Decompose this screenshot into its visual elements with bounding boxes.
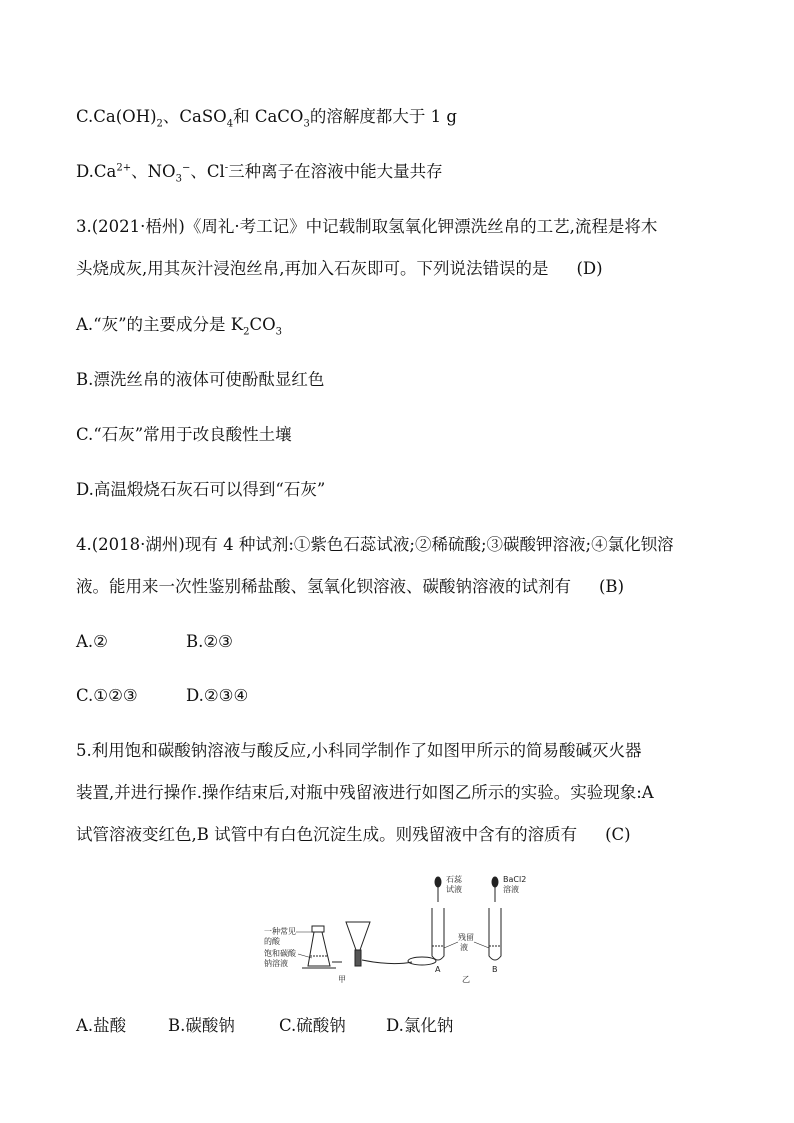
- label-acid-1: 一种常见: [264, 927, 296, 936]
- question-3-answer: (D): [576, 259, 603, 278]
- dropper-bulb-a: [435, 877, 441, 887]
- label-residue-2: 液: [460, 943, 468, 952]
- test-tube-b: [489, 908, 501, 960]
- question-3-option-b: B.漂洗丝帛的液体可使酚酞显红色: [76, 370, 325, 389]
- apparatus-jia: [302, 922, 436, 968]
- question-5-line-1: 5.利用饱和碳酸钠溶液与酸反应,小科同学制作了如图甲所示的简易酸碱灭火器: [76, 741, 642, 760]
- option-2c: $C.Ca(OH)_2$、CaSO$_4$和 CaCO$_3$的溶解度都大于 1 g: [76, 107, 457, 130]
- label-bacl2-1: BaCl2: [503, 875, 527, 884]
- option-2d: $D.Ca^{2+}$、$NO_3^-$、Cl-三种离子在溶液中能大量共存: [76, 162, 443, 185]
- question-4-line-2: 液。能用来一次性鉴别稀盐酸、氢氧化钡溶液、碳酸钠溶液的试剂有 (B): [76, 577, 624, 596]
- question-3-line-2: 头烧成灰,用其灰汁浸泡丝帛,再加入石灰即可。下列说法错误的是 (D): [76, 259, 603, 278]
- label-bacl2-2: 溶液: [503, 885, 519, 894]
- flask-shape: [308, 932, 330, 966]
- question-4-option-d: D.②③④: [186, 686, 249, 705]
- question-5-option-b: B.碳酸钠: [168, 1016, 235, 1035]
- question-5-answer: (C): [605, 825, 631, 844]
- question-4-option-b: B.②③: [186, 632, 233, 651]
- question-4-option-a: A.②: [76, 632, 108, 651]
- label-acid-2: 的酸: [264, 937, 280, 946]
- question-3-option-a: A.“灰”的主要成分是 $K_2CO_3$: [76, 315, 283, 338]
- flask-stopper: [312, 926, 324, 932]
- question-5-options: [76, 1015, 453, 1037]
- question-4-options-row-1: [76, 631, 233, 653]
- question-5-line-3: 试管溶液变红色,B 试管中有白色沉淀生成。则残留液中含有的溶质有 (C): [76, 825, 631, 844]
- bottle-neck: [355, 950, 361, 966]
- question-5-option-d: D.氯化钠: [386, 1016, 454, 1035]
- experiment-figure: [262, 870, 532, 988]
- test-tube-a: [432, 908, 444, 960]
- question-4-line-1: 4.(2018·湖州)现有 4 种试剂:①紫色石蕊试液;②稀硫酸;③碳酸钾溶液;④氯化钡溶: [76, 535, 674, 554]
- question-3-line-1: 3.(2021·梧州)《周礼·考工记》中记载制取氢氧化钾漂洗丝帛的工艺,流程是将木: [76, 217, 658, 236]
- question-5-option-a: A.盐酸: [76, 1016, 127, 1035]
- funnel-shape: [346, 922, 370, 950]
- label-a: A: [435, 965, 441, 974]
- label-sat-2: 钠溶液: [264, 959, 288, 968]
- label-b: B: [492, 965, 498, 974]
- label-litmus-2: 试液: [446, 885, 462, 894]
- label-jia: 甲: [338, 975, 346, 984]
- question-5-line-2: 装置,并进行操作.操作结束后,对瓶中残留液进行如图乙所示的实验。实验现象:A: [76, 783, 654, 802]
- spray-nozzle: [408, 957, 436, 965]
- hose: [362, 960, 412, 964]
- question-3-option-c: C.“石灰”常用于改良酸性土壤: [76, 425, 292, 444]
- question-4-options-row-2: [76, 685, 248, 707]
- question-3-option-d: D.高温煅烧石灰石可以得到“石灰”: [76, 480, 326, 499]
- question-5-option-c: C.硫酸钠: [279, 1016, 346, 1035]
- label-litmus-1: 石蕊: [446, 875, 462, 884]
- label-residue-1: 残留: [458, 933, 474, 942]
- label-yi: 乙: [462, 975, 470, 984]
- question-4-answer: (B): [599, 577, 624, 596]
- label-sat-1: 饱和碳酸: [264, 949, 296, 958]
- question-4-option-c: C.①②③: [76, 686, 138, 705]
- dropper-bulb-b: [492, 877, 498, 887]
